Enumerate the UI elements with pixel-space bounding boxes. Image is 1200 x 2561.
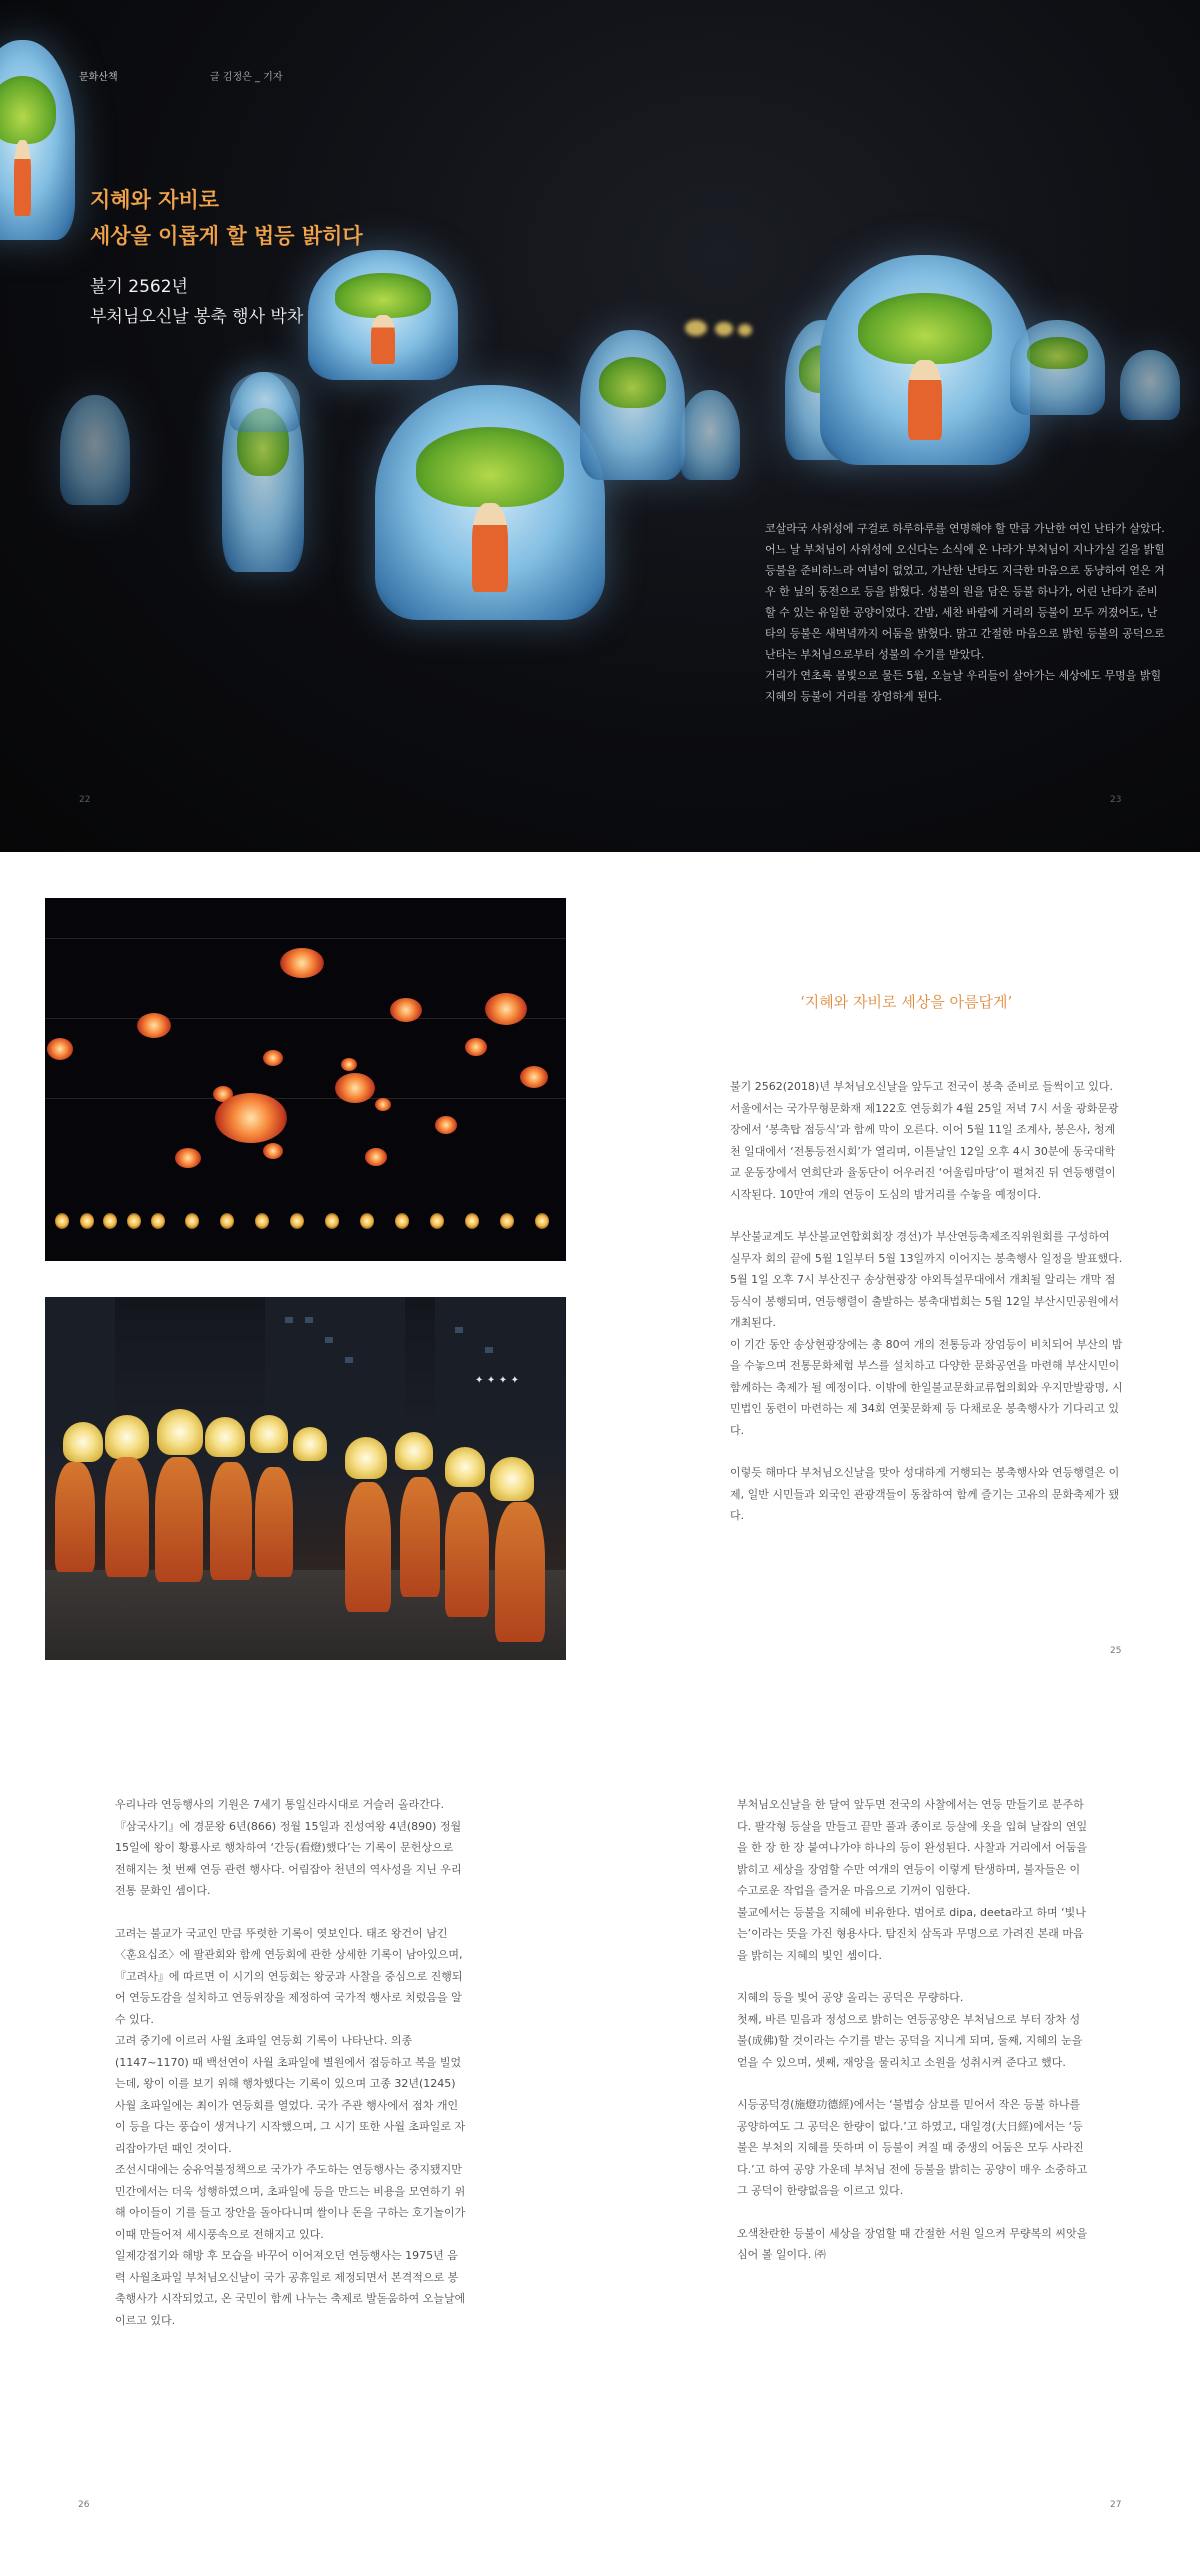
page25-paragraph: 이 기간 동안 송상현광장에는 총 80여 개의 전통등과 장엄등이 비치되어 부산의 밤을 수놓으며 전통문화체험 부스를 설치하고 다양한 문화공연을 마련해 부산시민이 함께하는 축제가 될 예정이다. 이밖에 한일불교문화교류협의회와 우지만발광명, 시민법인 동련이 마련하는 제 34회 연꽃문화제 등 다채로운 봉축행사가 기다리고 있다. <box>730 1337 1123 1437</box>
page25-body <box>730 1076 1123 1527</box>
lantern-photo-element <box>230 372 300 432</box>
page-number: 22 <box>79 795 91 805</box>
page25-paragraph: 서울에서는 국가무형문화재 제122호 연등회가 4월 25일 저녁 7시 서울 광화문광장에서 ‘봉축탑 점등식’과 함께 막이 오른다. 이어 5월 11일 조계사, 봉은사, 청계천 일대에서 ‘전통등전시회’가 열리며, 이튿날인 12일 오후 4시 30분에 동국대학교 운동장에서 연희단과 율동단이 어우러진 ‘어울림마당’이 펼쳐진 뒤 연등행렬이 시작된다. 10만여 개의 연등이 도심의 밤거리를 수놓을 예정이다. <box>730 1101 1119 1201</box>
page27-paragraph: 시등공덕경(施燈功德經)에서는 ‘불법승 삼보를 믿어서 작은 등불 하나를 공양하여도 그 공덕은 한량이 없다.’고 하였고, 대일경(大日經)에서는 ‘등불은 부처의 지혜를 뜻하며 이 등불이 켜질 때 중생의 어둠은 모두 사라진다.’고 하여 공양 가운데 부처님 전에 등불을 밝히는 공양이 매우 소중하고 그 공덕이 한량없음을 이르고 있다. <box>737 2098 1088 2197</box>
page26-paragraph: 우리나라 연등행사의 기원은 7세기 통일신라시대로 거슬러 올라간다. 『삼국사기』에 경문왕 6년(866) 정월 15일과 진성여왕 4년(890) 정월 15일에 왕이 황룡사로 행차하여 ‘간등(看燈)했다’는 기록이 문헌상으로 전해지는 첫 번째 연등 관련 행사다. 어림잡아 천년의 역사성을 지닌 우리 전통 문화인 셈이다. <box>115 1798 462 1897</box>
page26-paragraph: 일제강점기와 해방 후 모습을 바꾸어 이어져오던 연등행사는 1975년 음력 사월초파일 부처님오신날이 국가 공휴일로 제정되면서 본격적으로 봉축행사가 시작되었고, 온 국민이 함께 나누는 축제로 발돋움하여 오늘날에 이르고 있다. <box>115 2249 466 2327</box>
page25-paragraph: 불기 2562(2018)년 부처님오신날을 앞두고 전국이 봉축 준비로 들썩이고 있다. <box>730 1080 1113 1093</box>
feature-title-line1: 지혜와 자비로 <box>90 188 220 212</box>
page26-paragraph: 조선시대에는 숭유억불정책으로 국가가 주도하는 연등행사는 중지됐지만 민간에서는 더욱 성행하였으며, 초파일에 등을 만드는 비용을 모연하기 위해 아이들이 기를 들고 장안을 돌아다니며 쌀이나 돈을 구하는 호기놀이가 이때 만들어져 세시풍속으로 전해지고 있다. <box>115 2163 466 2241</box>
floating-lanterns-photo <box>45 898 566 1261</box>
page27-paragraph: 부처님오신날을 한 달여 앞두면 전국의 사찰에서는 연등 만들기로 분주하다. 팔각형 등살을 만들고 끝만 풀과 종이로 등살에 옷을 입혀 날잡의 연잎을 한 장 한 장 붙여나가야 하나의 등이 완성된다. 사찰과 거리에서 어둠을 밝히고 세상을 장엄할 수만 여개의 연등이 이렇게 탄생하며, 불자들은 이 수고로운 작업을 즐거운 마음으로 기꺼이 임한다. <box>737 1798 1088 1897</box>
page26-body <box>115 1794 467 2331</box>
lantern-photo-element <box>820 255 1030 465</box>
lantern-photo-element <box>1010 320 1105 415</box>
page25-paragraph: 이렇듯 해마다 부처님오신날을 맞아 성대하게 거행되는 봉축행사와 연등행렬은 이제, 일반 시민들과 외국인 관광객들이 동참하여 함께 즐기는 고유의 문화축제가 됐다. <box>730 1466 1120 1522</box>
page-number: 26 <box>78 2500 90 2510</box>
parade-street-sign: ✦ ✦ ✦ ✦ <box>475 1375 519 1386</box>
section-label: 문화산책 <box>79 72 118 83</box>
bokeh-light <box>715 322 733 336</box>
page-number: 23 <box>1110 795 1122 805</box>
bokeh-light <box>738 324 752 336</box>
hero-spread <box>0 0 1200 852</box>
lantern-photo-element <box>580 330 685 480</box>
lantern-photo-element <box>308 250 458 380</box>
page27-body <box>737 1794 1089 2266</box>
page26-paragraph: 고려는 불교가 국교인 만큼 뚜렷한 기록이 엿보인다. 태조 왕건이 남긴 〈훈요십조〉에 팔관회와 함께 연등회에 관한 상세한 기록이 남아있으며, 『고려사』에 따르면 이 시기의 연등회는 왕궁과 사찰을 중심으로 진행되어 연등도감을 설치하고 연등위장을 제정하여 국가적 행사로 치렀음을 알 수 있다. <box>115 1926 463 2026</box>
page27-paragraph: 불교에서는 등불을 지혜에 비유한다. 범어로 dipa, deeta라고 하며 ‘빛나는’이라는 뜻을 가진 형용사다. 탐진치 삼독과 무명으로 가려진 본래 마음을 밝히는 지혜의 빛인 셈이다. <box>737 1905 1086 1962</box>
feature-subtitle-line2: 부처님오신날 봉축 행사 박차 <box>90 307 304 327</box>
page-number: 25 <box>1110 1646 1122 1656</box>
hero-paragraph: 거리가 연초록 봄빛으로 물든 5월, 오늘날 우리들이 살아가는 세상에도 무명을 밝힐 지혜의 등불이 거리를 장엄하게 된다. <box>765 669 1162 703</box>
feature-subtitle-line1: 불기 2562년 <box>90 277 188 297</box>
feature-title-line2: 세상을 이롭게 할 법등 밝히다 <box>90 224 363 248</box>
lantern-photo-element <box>60 395 130 505</box>
page27-paragraph: 첫째, 바른 믿음과 정성으로 밝히는 연등공양은 부처님으로 부터 장차 성불(成佛)할 것이라는 수기를 받는 공덕을 지니게 되며, 둘째, 지혜의 눈을 얻을 수 있으며, 셋째, 재앙을 물리치고 소원을 성취시켜 준다고 했다. <box>737 2012 1083 2069</box>
page26-paragraph: 고려 중기에 이르러 사월 초파일 연등회 기록이 나타난다. 의종(1147~1170) 때 백선연이 사월 초파일에 별원에서 점등하고 복을 빌었는데, 왕이 이를 보기 위해 행차했다는 기록이 있으며 고종 32년(1245) 사월 초파일에는 최이가 연등회를 열었다. 국가 주관 행사에서 점차 개인이 등을 다는 풍습이 생겨나기 시작했으며, 그 시기 또한 사월 초파일로 자리잡아가던 때인 것이다. <box>115 2034 466 2155</box>
page25-heading: ‘지혜와 자비로 세상을 아름답게’ <box>800 993 1013 1011</box>
lantern-photo-element <box>1120 350 1180 420</box>
hero-paragraph: 코살라국 사위성에 구걸로 하루하루를 연명해야 할 만큼 가난한 여인 난타가 살았다. 어느 날 부처님이 사위성에 오신다는 소식에 온 나라가 부처님이 지나가실 길을 밝힐 등불을 준비하느라 여념이 없었고, 가난한 난타도 지극한 마음으로 동냥하여 얻은 겨우 한 닢의 동전으로 등을 밝혔다. 성불의 원을 담은 등불 하나가, 어린 난타가 준비할 수 있는 유일한 공양이었다. 간밤, 세찬 바람에 거리의 등불이 모두 꺼졌어도, 난타의 등불은 새벽녘까지 어둠을 밝혔다. 맑고 간절한 마음으로 밝힌 등불의 공덕으로 난타는 부처님으로부터 성불의 수기를 받았다. <box>765 522 1165 661</box>
feature-title <box>90 182 363 254</box>
page27-paragraph: 지혜의 등을 빛어 공양 올리는 공덕은 무량하다. <box>737 1991 964 2004</box>
lantern-photo-element <box>0 40 75 240</box>
hero-intro-text <box>765 518 1167 707</box>
bokeh-light <box>685 320 707 336</box>
lantern-photo-element <box>375 385 605 620</box>
feature-subtitle <box>90 272 303 332</box>
writer-credit: 글 김정은 _ 기자 <box>210 72 283 83</box>
page25-paragraph: 부산불교계도 부산불교연합회회장 경선)가 부산연등축제조직위원회를 구성하여 실무자 회의 끝에 5월 1일부터 5월 13일까지 이어지는 봉축행사 일정을 발표했다. 5월 1일 오후 7시 부산진구 송상현광장 야외특설무대에서 개최될 알리는 개막 점등식이 봉행되며, 연등행렬이 출발하는 봉축대법회는 5월 12일 부산시민공원에서 개최된다. <box>730 1230 1123 1329</box>
page-number: 27 <box>1110 2500 1122 2510</box>
lantern-parade-photo <box>45 1297 566 1660</box>
page27-paragraph: 오색찬란한 등불이 세상을 장엄할 때 간절한 서원 일으켜 무량복의 씨앗을 심어 볼 일이다. ㈜ <box>737 2226 1088 2261</box>
lantern-photo-element <box>680 390 740 480</box>
